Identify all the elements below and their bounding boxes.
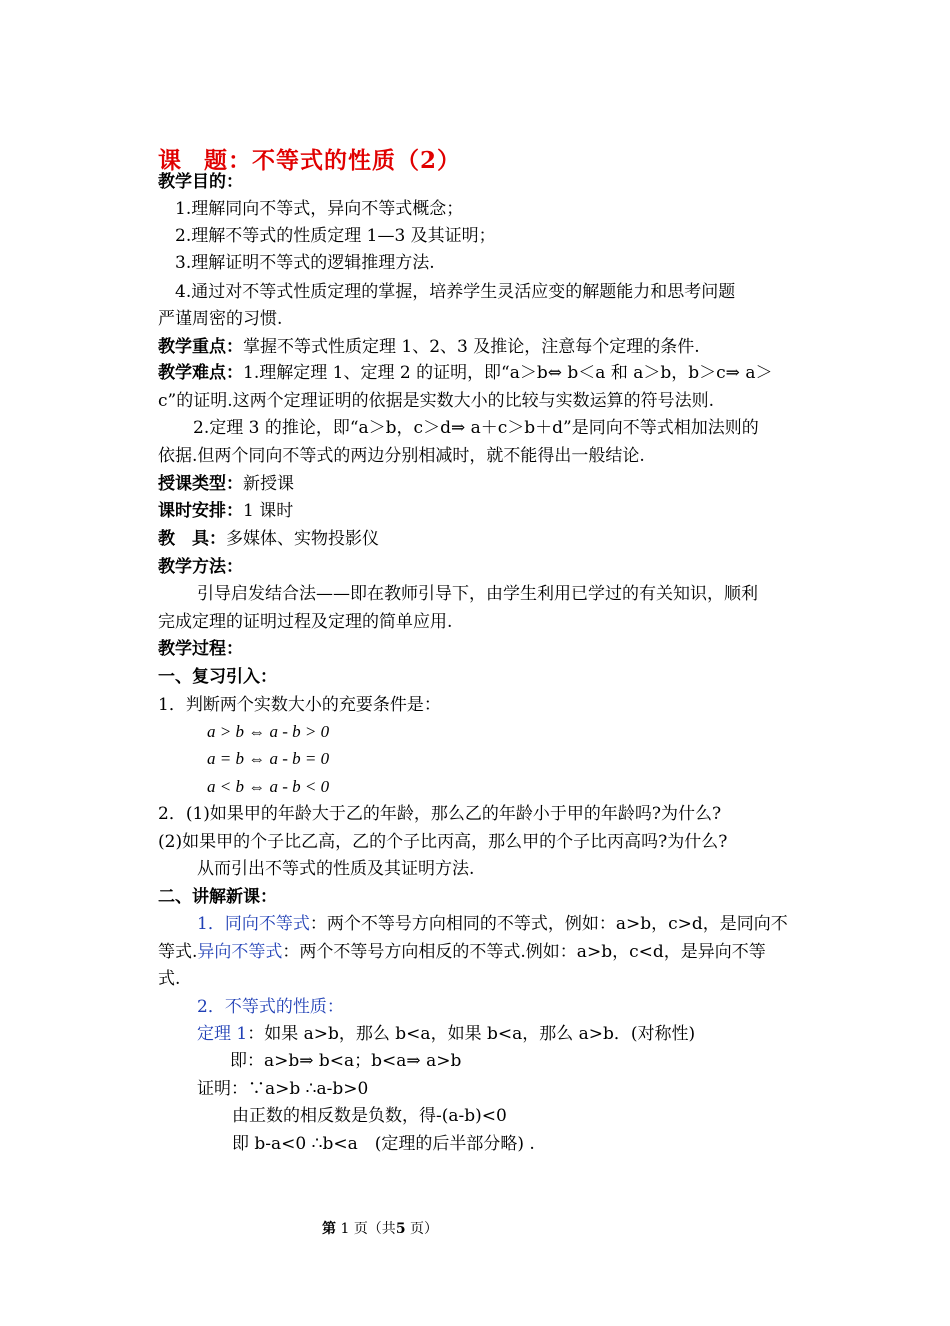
definition-1 <box>197 912 788 936</box>
review-q3: (2)如果甲的个子比乙高，乙的个子比丙高，那么甲的个子比丙高吗?为什么? <box>158 832 728 852</box>
goal-4-cont: 严谨周密的习惯. <box>158 309 283 329</box>
schedule-label: 课时安排： <box>158 501 243 521</box>
definition-2 <box>158 940 766 964</box>
review-heading: 一、复习引入： <box>158 667 277 687</box>
tools-label: 教 具： <box>158 529 226 549</box>
lesson-type-label: 授课类型： <box>158 474 243 494</box>
method-line-1: 引导启发结合法——即在教师引导下，由学生利用已学过的有关知识，顺利 <box>197 584 758 604</box>
goal-3: 3.理解证明不等式的逻辑推理方法. <box>175 253 435 273</box>
equation-greater: a > b ⇔ a - b > 0 <box>207 722 330 741</box>
page-footer <box>0 1218 760 1238</box>
definition-2-text: ：两个不等号方向相反的不等式.例如：a>b，c<d，是异向不等 <box>282 942 766 962</box>
title-right: 题：不等式的性质（2） <box>204 147 462 174</box>
proof-line-3: 即 b-a<0 ∴b<a (定理的后半部分略) . <box>232 1134 535 1154</box>
footer-total: 5 <box>395 1221 406 1237</box>
difficulty-text-1: 1.理解定理 1、定理 2 的证明，即“a＞b⇔ b＜a 和 a＞b，b＞c⇒ a＞ <box>243 363 773 383</box>
definition-2-pre: 等式. <box>158 942 198 962</box>
difficulty-label: 教学难点： <box>158 363 243 383</box>
keypoint-label: 教学重点： <box>158 337 243 357</box>
review-q1: 1．判断两个实数大小的充要条件是： <box>158 695 441 715</box>
process-heading: 教学过程： <box>158 639 243 659</box>
footer-mid: 页（共 <box>353 1221 396 1237</box>
lesson-type <box>158 472 294 496</box>
definition-1-label: 1．同向不等式 <box>197 914 310 934</box>
schedule <box>158 499 293 523</box>
tools <box>158 527 379 551</box>
definition-2-label: 异向不等式 <box>197 942 283 962</box>
footer-page: 1 <box>340 1221 350 1237</box>
goals-heading: 教学目的： <box>158 172 243 192</box>
footer-pre: 第 <box>321 1221 336 1237</box>
theorem-1-ie: 即：a>b⇒ b<a；b<a⇒ a>b <box>230 1051 462 1071</box>
keypoint-text: 掌握不等式性质定理 1、2、3 及推论，注意每个定理的条件. <box>243 337 700 357</box>
review-q4: 从而引出不等式的性质及其证明方法. <box>197 859 475 879</box>
method-heading: 教学方法： <box>158 557 243 577</box>
tools-value: 多媒体、实物投影仪 <box>226 529 379 549</box>
goal-1: 1.理解同向不等式，异向不等式概念； <box>175 199 464 219</box>
theorem-1-text: ：如果 a>b，那么 b<a，如果 b<a，那么 a>b．(对称性) <box>247 1024 696 1044</box>
schedule-value: 1 课时 <box>243 501 294 521</box>
goal-4: 4.通过对不等式性质定理的掌握，培养学生灵活应变的解题能力和思考问题 <box>175 282 736 302</box>
difficulty-line-1 <box>158 361 772 385</box>
review-q2: 2．(1)如果甲的年龄大于乙的年龄，那么乙的年龄小于甲的年龄吗?为什么? <box>158 804 722 824</box>
theorem-1-label: 定理 1 <box>197 1024 248 1044</box>
equation-equal: a = b ⇔ a - b = 0 <box>207 749 330 768</box>
definition-2-end: 式. <box>158 969 181 989</box>
difficulty-line-3: 2.定理 3 的推论，即“a＞b，c＞d⇒ a＋c＞b＋d”是同向不等式相加法则的 <box>193 418 759 438</box>
equation-less: a < b ⇔ a - b < 0 <box>207 777 330 796</box>
lesson-type-value: 新授课 <box>243 474 294 494</box>
footer-post: 页） <box>410 1221 439 1237</box>
proof-line-2: 由正数的相反数是负数，得-(a-b)<0 <box>232 1106 507 1126</box>
proof-line-1: 证明：∵a>b ∴a-b>0 <box>197 1079 369 1099</box>
keypoint <box>158 335 700 359</box>
properties-heading: 2．不等式的性质： <box>197 997 344 1017</box>
theorem-1 <box>197 1022 695 1046</box>
newlesson-heading: 二、讲解新课： <box>158 887 277 907</box>
difficulty-line-2: c”的证明.这两个定理证明的依据是实数大小的比较与实数运算的符号法则. <box>158 391 715 411</box>
goal-2: 2.理解不等式的性质定理 1—3 及其证明； <box>175 226 496 246</box>
definition-1-text: ：两个不等号方向相同的不等式，例如：a>b，c>d，是同向不 <box>309 914 788 934</box>
title-left: 课 <box>158 147 182 174</box>
method-line-2: 完成定理的证明过程及定理的简单应用. <box>158 612 453 632</box>
difficulty-line-4: 依据.但两个同向不等式的两边分别相减时，就不能得出一般结论. <box>158 446 645 466</box>
